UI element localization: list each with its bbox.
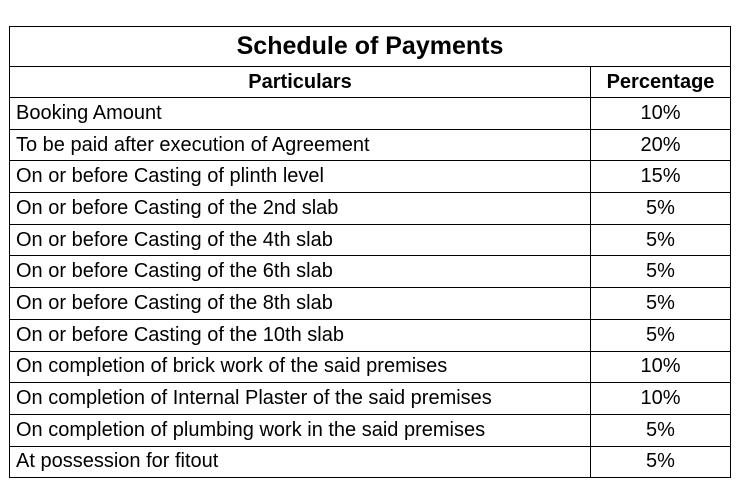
table-row bbox=[10, 288, 731, 320]
table-row bbox=[10, 129, 731, 161]
percentage-cell: 10% bbox=[591, 351, 731, 383]
particular-cell: On completion of brick work of the said premises bbox=[10, 351, 591, 383]
header-percentage: Percentage bbox=[591, 67, 731, 98]
particular-cell: On completion of plumbing work in the said premises bbox=[10, 414, 591, 446]
table-row bbox=[10, 98, 731, 130]
table-row bbox=[10, 351, 731, 383]
percentage-cell: 10% bbox=[591, 98, 731, 130]
particular-cell: At possession for fitout bbox=[10, 446, 591, 478]
payment-schedule-table bbox=[9, 26, 731, 478]
particular-cell: Booking Amount bbox=[10, 98, 591, 130]
particular-cell: On or before Casting of the 2nd slab bbox=[10, 193, 591, 225]
header-row bbox=[10, 67, 731, 98]
particular-cell: On or before Casting of the 10th slab bbox=[10, 319, 591, 351]
table-row bbox=[10, 319, 731, 351]
percentage-cell: 5% bbox=[591, 319, 731, 351]
percentage-cell: 10% bbox=[591, 383, 731, 415]
particular-cell: On or before Casting of the 6th slab bbox=[10, 256, 591, 288]
table-row bbox=[10, 383, 731, 415]
table-row bbox=[10, 446, 731, 478]
title-row bbox=[10, 27, 731, 67]
table-row bbox=[10, 193, 731, 225]
percentage-cell: 5% bbox=[591, 256, 731, 288]
table-title: Schedule of Payments bbox=[10, 27, 731, 67]
table-row bbox=[10, 256, 731, 288]
percentage-cell: 5% bbox=[591, 414, 731, 446]
particular-cell: On or before Casting of the 8th slab bbox=[10, 288, 591, 320]
percentage-cell: 5% bbox=[591, 288, 731, 320]
particular-cell: On or before Casting of plinth level bbox=[10, 161, 591, 193]
particular-cell: To be paid after execution of Agreement bbox=[10, 129, 591, 161]
header-particulars: Particulars bbox=[10, 67, 591, 98]
percentage-cell: 5% bbox=[591, 224, 731, 256]
particular-cell: On completion of Internal Plaster of the said premises bbox=[10, 383, 591, 415]
table-row bbox=[10, 414, 731, 446]
table-row bbox=[10, 224, 731, 256]
percentage-cell: 15% bbox=[591, 161, 731, 193]
payment-schedule bbox=[9, 26, 730, 478]
table-row bbox=[10, 161, 731, 193]
percentage-cell: 20% bbox=[591, 129, 731, 161]
particular-cell: On or before Casting of the 4th slab bbox=[10, 224, 591, 256]
percentage-cell: 5% bbox=[591, 446, 731, 478]
percentage-cell: 5% bbox=[591, 193, 731, 225]
